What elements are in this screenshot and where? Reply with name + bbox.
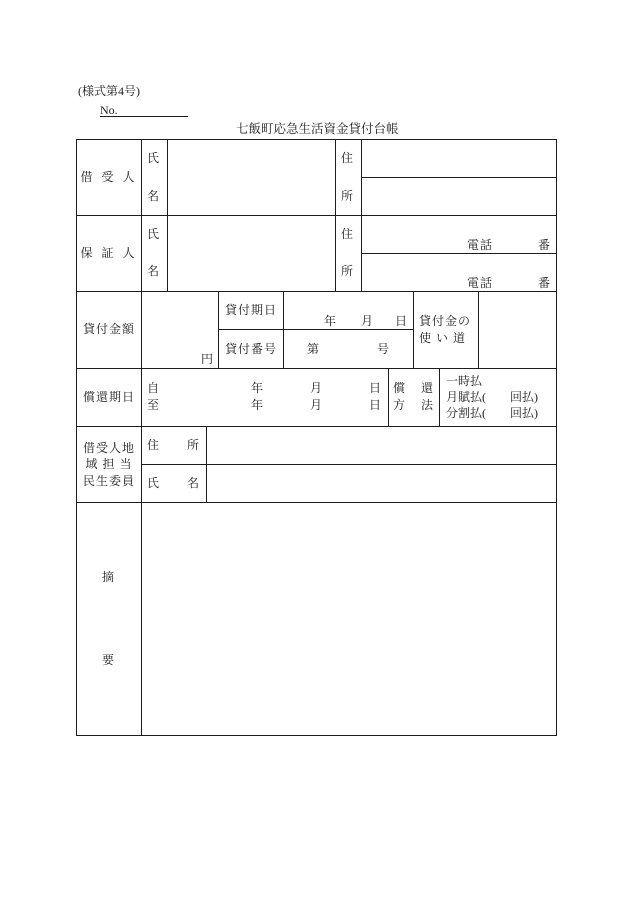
borrower-name-label-2: 名	[147, 189, 160, 203]
repayment-option-lump: 一時払	[446, 374, 483, 388]
loan-number-prefix: 第	[307, 342, 320, 356]
borrower-label: 借 受 人	[80, 170, 138, 184]
loan-number-suffix: 号	[377, 342, 390, 356]
remarks-field	[142, 503, 556, 735]
repayment-to-month: 月	[310, 398, 323, 412]
repayment-method-label-1: 償 還	[393, 381, 436, 395]
repayment-from-year: 年	[251, 381, 264, 395]
remarks-label-2: 要	[102, 653, 115, 667]
repayment-to-label: 至	[147, 398, 160, 412]
guarantor-address-field	[362, 216, 556, 291]
borrower-address-field	[362, 140, 556, 215]
repayment-option-installment: 分割払( 回払)	[446, 406, 538, 420]
repayment-to-year: 年	[251, 398, 264, 412]
borrower-name-field	[168, 140, 335, 215]
loan-purpose-label-1: 貸付金の	[419, 314, 472, 328]
loan-date-day: 日	[395, 314, 408, 328]
no-label: No.	[100, 103, 118, 117]
repayment-from-label: 自	[147, 381, 160, 395]
guarantor-label: 保 証 人	[80, 246, 138, 260]
commissioner-label-3: 民生委員	[82, 474, 135, 488]
commissioner-label-1: 借受人地	[82, 441, 135, 455]
commissioner-address-field	[207, 427, 556, 464]
guarantor-phone-label: 電話	[467, 238, 494, 252]
guarantor-name-field	[168, 216, 335, 291]
loan-number-label: 貸付番号	[225, 342, 278, 356]
repayment-option-monthly: 月賦払( 回払)	[446, 390, 538, 404]
loan-date-month: 月	[361, 314, 374, 328]
loan-amount-label: 貸付金額	[82, 322, 135, 336]
borrower-address-label-2: 所	[341, 189, 354, 203]
borrower-name-label-1: 氏	[147, 151, 160, 165]
commissioner-name-field	[207, 465, 556, 502]
guarantor-name-label-1: 氏	[147, 227, 160, 241]
borrower-address-label-1: 住	[341, 151, 354, 165]
commissioner-label-2: 域 担 当	[85, 457, 133, 471]
guarantor-address-label-2: 所	[341, 264, 354, 278]
loan-date-year: 年	[324, 314, 337, 328]
repayment-from-month: 月	[310, 381, 323, 395]
guarantor-phone-suffix: 番	[538, 238, 551, 252]
guarantor-address-label-1: 住	[341, 227, 354, 241]
repayment-method-label-2: 方 法	[393, 398, 436, 412]
guarantor-phone-label: 電話	[467, 276, 494, 290]
repayment-to-day: 日	[369, 398, 382, 412]
repayment-from-day: 日	[369, 381, 382, 395]
repayment-date-label: 償還期日	[82, 390, 135, 404]
loan-date-label: 貸付期日	[225, 303, 278, 317]
loan-purpose-label-2: 使 い 道	[419, 331, 467, 345]
form-title: 七飯町応急生活資金貸付台帳	[236, 122, 399, 136]
guarantor-phone-suffix: 番	[538, 276, 551, 290]
yen-unit: 円	[201, 352, 214, 366]
remarks-label-1: 摘	[102, 570, 115, 584]
loan-purpose-field	[479, 292, 556, 368]
form-number: (様式第4号)	[78, 84, 140, 98]
guarantor-name-label-2: 名	[147, 264, 160, 278]
commissioner-name-label: 氏 名	[147, 476, 208, 490]
commissioner-address-label: 住 所	[147, 438, 208, 452]
